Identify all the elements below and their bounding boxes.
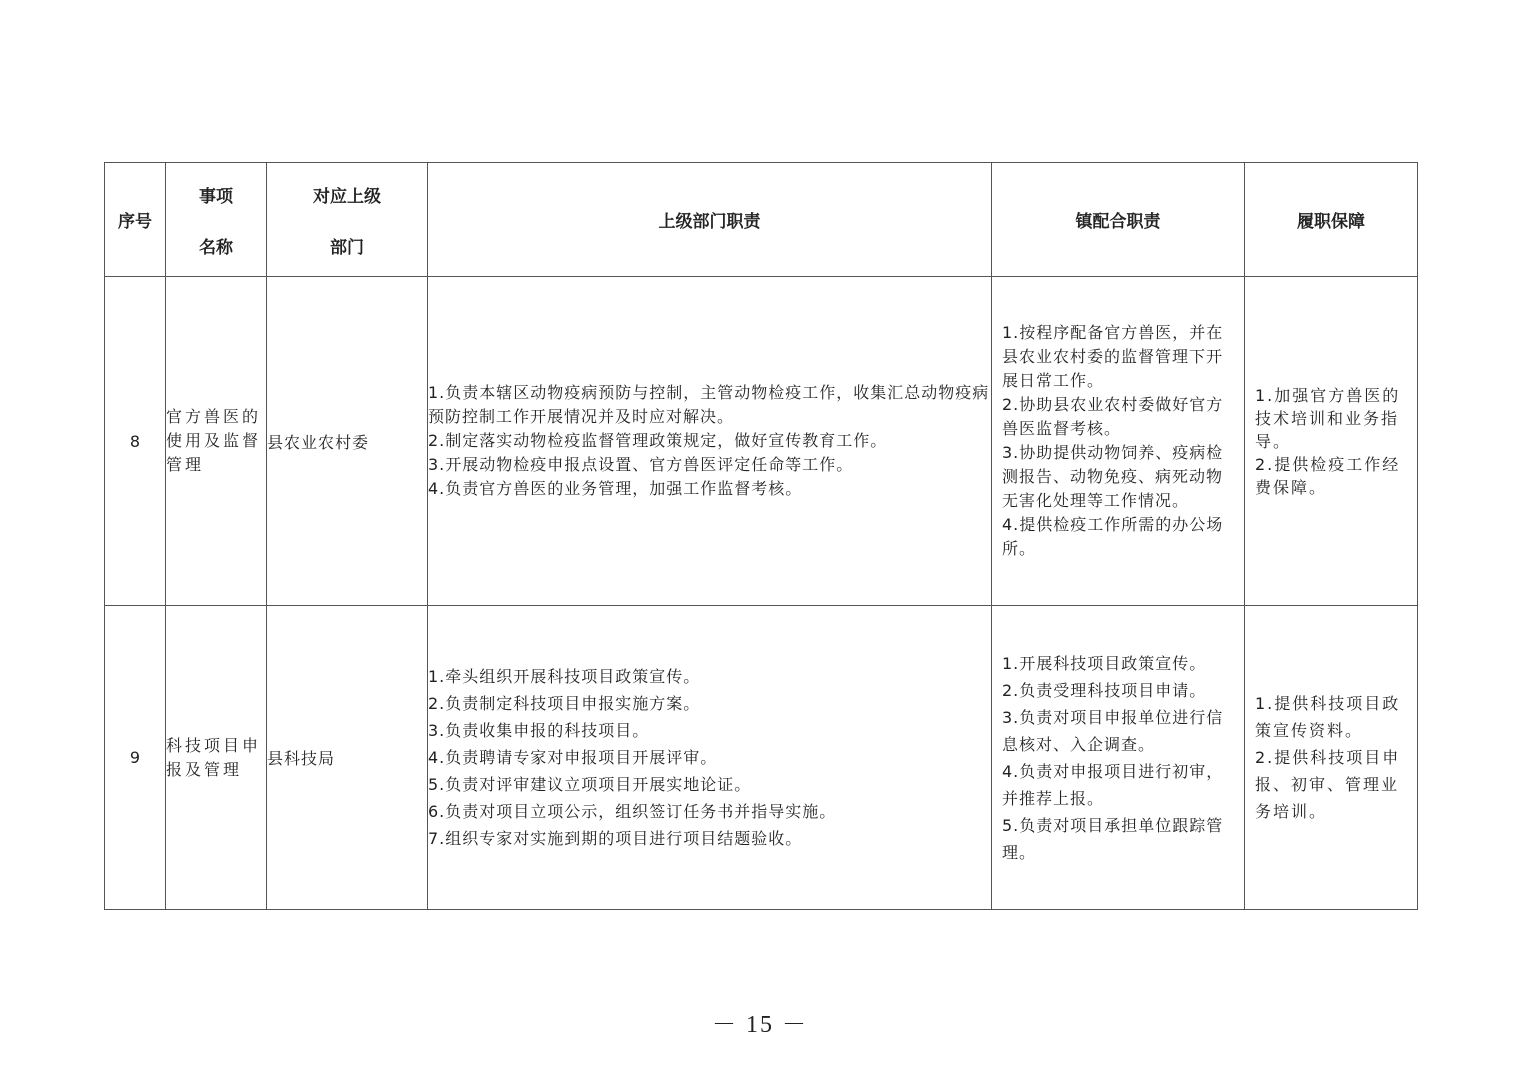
header-dept [267, 163, 428, 277]
header-guarantee: 履职保障 [1245, 163, 1418, 277]
list-item: 3.负责对项目申报单位进行信息核对、入企调查。 [1002, 707, 1224, 754]
list-item: 1.按程序配备官方兽医，并在县农业农村委的监督管理下开展日常工作。 [1002, 323, 1224, 390]
list-item: 3.开展动物检疫申报点设置、官方兽医评定任命等工作。 [428, 455, 854, 474]
list-item: 6.负责对项目立项公示，组织签订任务书并指导实施。 [428, 802, 837, 821]
list-item: 3.协助提供动物饲养、疫病检测报告、动物免疫、病死动物无害化处理等工作情况。 [1002, 443, 1224, 510]
list-item: 1.加强官方兽医的技术培训和业务指导。 [1255, 385, 1401, 451]
table-row [105, 606, 1418, 910]
list-item: 1.牵头组织开展科技项目政策宣传。 [428, 667, 701, 686]
list-item: 2.提供科技项目申报、初审、管理业务培训。 [1255, 748, 1401, 821]
row-item-name: 官方兽医的使用及监督管理 [166, 277, 267, 606]
table-row [105, 277, 1418, 606]
list-item: 4.负责对申报项目进行初审，并推荐上报。 [1002, 761, 1224, 808]
header-dept-line2: 部门 [330, 237, 364, 258]
row-index: 9 [105, 606, 166, 910]
list-item: 5.负责对项目承担单位跟踪管理。 [1002, 815, 1224, 862]
header-upper-duty: 上级部门职责 [428, 163, 992, 277]
row-upper-duty [428, 277, 992, 606]
page-number: － 15 － [712, 1012, 808, 1038]
row-upper-duty [428, 606, 992, 910]
header-item-name-line1: 事项 [199, 186, 233, 207]
list-item: 7.组织专家对实施到期的项目进行项目结题验收。 [428, 829, 803, 848]
row-guarantee [1245, 606, 1418, 910]
row-item-name: 科技项目申报及管理 [166, 606, 267, 910]
header-index: 序号 [105, 163, 166, 277]
list-item: 2.负责受理科技项目申请。 [1002, 680, 1207, 700]
header-item-name [166, 163, 267, 277]
list-item: 1.开展科技项目政策宣传。 [1002, 653, 1207, 673]
list-item: 2.协助县农业农村委做好官方兽医监督考核。 [1002, 395, 1224, 438]
header-town-duty: 镇配合职责 [992, 163, 1245, 277]
list-item: 2.负责制定科技项目申报实施方案。 [428, 694, 701, 713]
header-item-name-line2: 名称 [199, 237, 233, 258]
list-item: 3.负责收集申报的科技项目。 [428, 721, 650, 740]
list-item: 2.制定落实动物检疫监督管理政策规定，做好宣传教育工作。 [428, 431, 888, 450]
list-item: 1.提供科技项目政策宣传资料。 [1255, 694, 1401, 740]
row-dept: 县科技局 [267, 606, 428, 910]
list-item: 2.提供检疫工作经费保障。 [1255, 454, 1401, 497]
duty-table [104, 162, 1418, 910]
list-item: 4.负责聘请专家对申报项目开展评审。 [428, 748, 718, 767]
list-item: 4.负责官方兽医的业务管理，加强工作监督考核。 [428, 479, 803, 498]
row-guarantee [1245, 277, 1418, 606]
header-dept-line1: 对应上级 [313, 186, 381, 207]
list-item: 1.负责本辖区动物疫病预防与控制，主管动物检疫工作，收集汇总动物疫病预防控制工作开展情况并及时应对解决。 [428, 383, 990, 426]
list-item: 5.负责对评审建议立项项目开展实地论证。 [428, 775, 752, 794]
list-item: 4.提供检疫工作所需的办公场所。 [1002, 515, 1224, 558]
row-index: 8 [105, 277, 166, 606]
row-dept: 县农业农村委 [267, 277, 428, 606]
row-town-duty [992, 606, 1245, 910]
row-town-duty [992, 277, 1245, 606]
header-row [105, 163, 1418, 277]
